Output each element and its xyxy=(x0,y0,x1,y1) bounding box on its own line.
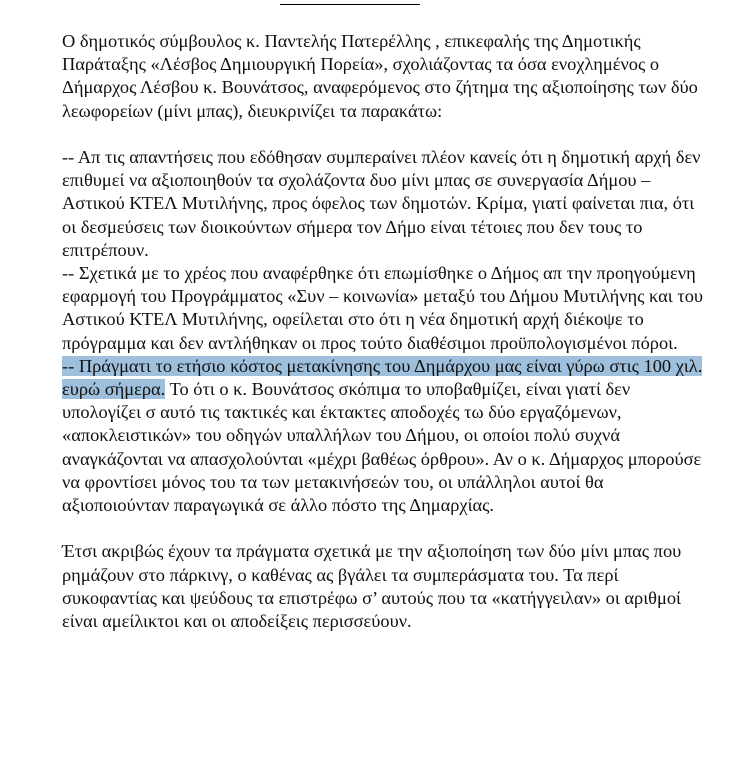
paragraph-point-3-rest: Το ότι ο κ. Βουνάτσος σκόπιμα το υποβαθμίζει, είναι γιατί δεν υπολογίζει σ αυτό τις τακτικές και έκτακτες αποδοχές τω δύο εργαζόμενων, «αποκλειστικών» του οδηγών υπαλλήλων του Δήμου, οι οποίοι πολύ συχνά αναγκάζονται να απασχολούνται «μέχρι βαθέως όρθρου». Αν ο κ. Δήμαρχος μπορούσε να φροντίσει μόνος του τα των μετακινήσεών του, οι υπάλληλοι αυτοί θα αξιοποιούνταν παραγωγικά σε άλλο πόστο της Δημαρχίας. xyxy=(62,379,702,516)
document-body xyxy=(62,30,712,633)
paragraph-point-1: -- Απ τις απαντήσεις που εδόθησαν συμπεραίνει πλέον κανείς ότι η δημοτική αρχή δεν επιθυμεί να αξιοποιηθούν τα σχολάζοντα δυο μίνι μπας σε συνεργασία Δήμου –Αστικού ΚΤΕΛ Μυτιλήνης, προς όφελος των δημοτών. Κρίμα, γιατί φαίνεται πια, ότι οι δεσμεύσεις των διοικούντων σήμερα τον Δήμο είναι τέτοιες που δεν τους το επιτρέπουν. xyxy=(62,147,701,260)
paragraph-conclusion: Έτσι ακριβώς έχουν τα πράγματα σχετικά με την αξιοποίηση των δύο μίνι μπας που ρημάζουν στο πάρκινγ, ο καθένας ας βγάλει τα συμπεράσματα του. Τα περί συκοφαντίας και ψεύδους τα επιστρέφω σ’ αυτούς που τα «κατήγγειλαν» οι αριθμοί είναι αμείλικτοι και οι αποδείξεις περισσεύουν. xyxy=(62,541,682,632)
paragraph-point-2: -- Σχετικά με το χρέος που αναφέρθηκε ότι επωμίσθηκε ο Δήμος απ την προηγούμενη εφαρμογή του Προγράμματος «Συν – κοινωνία» μεταξύ του Δήμου Μυτιλήνης και του Αστικού ΚΤΕΛ Μυτιλήνης, οφείλεται στο ότι η νέα δημοτική αρχή διέκοψε το πρόγραμμα και δεν αντλήθηκαν οι προς τούτο διαθέσιμοι προϋπολογισμένοι πόροι. xyxy=(62,263,704,353)
paragraph-intro: Ο δημοτικός σύμβουλος κ. Παντελής Πατερέλλης , επικεφαλής της Δημοτικής Παράταξης «Λέσβος Δημιουργική Πορεία», σχολιάζοντας τα όσα ενοχλημένος ο Δήμαρχος Λέσβου κ. Βουνάτσος, αναφερόμενος στο ζήτημα της αξιοποίησης των δύο λεωφορείων (μίνι μπας), διευκρινίζει τα παρακάτω: xyxy=(62,31,698,121)
top-rule xyxy=(280,4,420,5)
paragraph-gap xyxy=(62,123,712,146)
highlighted-selection[interactable]: -- Πράγματι το ετήσιο κόστος μετακίνησης του Δημάρχου μας είναι γύρω στις 100 χιλ. ευρώ σήμερα. xyxy=(62,355,703,400)
paragraph-point-3 xyxy=(62,355,712,517)
paragraph-gap xyxy=(62,517,712,540)
